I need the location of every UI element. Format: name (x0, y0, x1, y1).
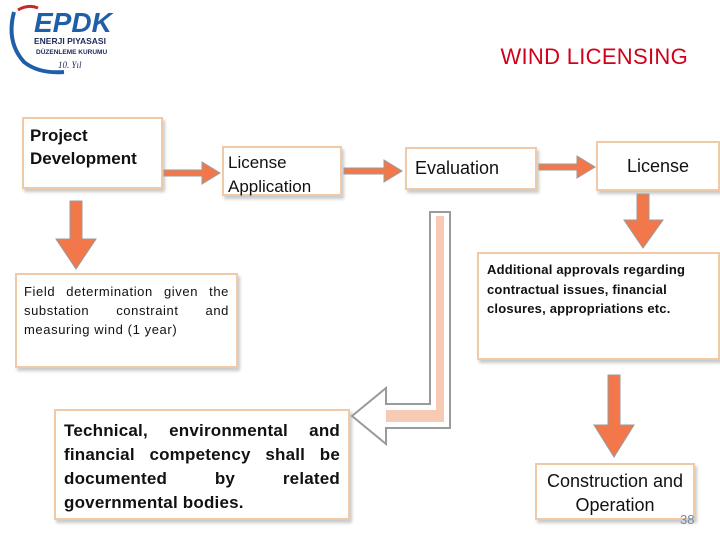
page-number: 38 (680, 512, 695, 527)
arrow-down-3-icon (592, 373, 638, 461)
arrow-right-2-icon (342, 156, 406, 186)
arrow-down-1-icon (54, 199, 100, 273)
arrow-return-left-icon (350, 210, 465, 450)
note-technical-documentation: Technical, environmental and financial competency shall be documented by related governmental bodies. (54, 409, 350, 520)
arrow-down-2-icon (622, 192, 666, 252)
step-license-application: License Application (222, 146, 342, 196)
page-title: WIND LICENSING (500, 44, 688, 69)
logo-signature: 10. Yıl (58, 60, 82, 70)
logo-line1: ENERJI PIYASASI (34, 36, 106, 46)
step-evaluation: Evaluation (405, 147, 537, 190)
step-project-development: Project Development (22, 117, 163, 189)
arrow-right-1-icon (162, 158, 224, 188)
note-construction-operation: Construction and Operation (535, 463, 695, 520)
note-additional-approvals: Additional approvals regarding contractual issues, financial closures, appropriations etc. (477, 252, 720, 360)
logo-line2: DÜZENLEME KURUMU (36, 49, 108, 56)
epdk-logo (4, 2, 154, 80)
logo-wordmark: EPDK (34, 7, 112, 38)
arrow-right-3-icon (537, 152, 599, 182)
note-field-determination: Field determination given the substation constraint and measuring wind (1 year) (15, 273, 238, 368)
step-license: License (596, 141, 720, 191)
